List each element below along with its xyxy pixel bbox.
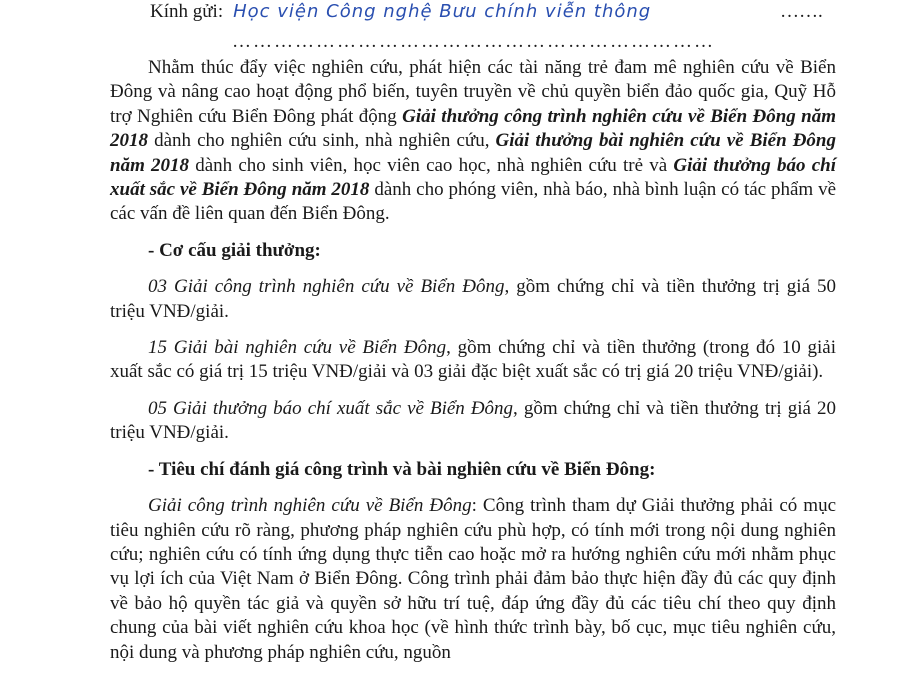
- intro-text-1: Nhằm thúc đẩy việc nghiên cứu, phát hiện các tài năng trẻ đam mê nghiên cứu về Biển Đông và nâng cao hoạt động phổ biến, tuyên truyền về chủ quyền biển đảo quốc gia, Quỹ Hỗ trợ Nghiên cứu Biển Đông phát động: [110, 57, 836, 127]
- document-body: [110, 56, 836, 675]
- award-name-journalism: Giải thưởng báo chí xuất sắc về Biển Đông năm 2018: [110, 154, 836, 201]
- criteria-item-1: [110, 494, 836, 665]
- intro-paragraph: [110, 56, 836, 227]
- structure-item-1-text: , gồm chứng chỉ và tiền thưởng trị giá 50 triệu VNĐ/giải.: [110, 276, 836, 322]
- addressee-line: [150, 0, 651, 24]
- structure-item-2-text: , gồm chứng chỉ và tiền thưởng (trong đó 10 giải xuất sắc có giá trị 15 triệu VNĐ/giải và 03 giải đặc biệt xuất sắc có trị giá 20 triệu VNĐ/giải).: [110, 337, 836, 383]
- criteria-item-1-text: : Công trình tham dự Giải thưởng phải có mục tiêu nghiên cứu rõ ràng, phương pháp nghiên cứu phù hợp, có tính mới trong nội dung nghiên cứu; nghiên cứu có tính ứng dụng thực tiễn cao hoặc mở ra hướng nghiên cứu mới nhằm phục vụ lợi ích của Việt Nam ở Biển Đông. Công trình phải đảm bảo thực hiện đầy đủ các quy định về bảo hộ quyền tác giả và quyền sở hữu trí tuệ, đáp ứng đầy đủ các tiêu chí theo quy định chung của bài viết nghiên cứu khoa học (về hình thức trình bày, bố cục, mục tiêu nghiên cứu, nội dung và phương pháp nghiên cứu, nguồn: [110, 495, 836, 663]
- dotted-line-1: …….: [780, 1, 823, 22]
- intro-text-2: dành cho nghiên cứu sinh, nhà nghiên cứu,: [148, 130, 496, 152]
- handwritten-recipient: Học viện Công nghệ Bưu chính viễn thông: [233, 1, 652, 22]
- intro-text-3: dành cho sinh viên, học viên cao học, nhà nghiên cứu trẻ và: [189, 154, 674, 176]
- structure-item-3-title: 05 Giải thưởng báo chí xuất sắc về Biển Đông: [148, 397, 514, 419]
- award-name-research-papers: Giải thưởng bài nghiên cứu về Biển Đông năm 2018: [110, 130, 837, 176]
- structure-item-3-text: , gồm chứng chỉ và tiền thưởng trị giá 20 triệu VNĐ/giải.: [110, 397, 836, 444]
- structure-item-1: [110, 275, 836, 324]
- structure-item-2-title: 15 Giải bài nghiên cứu về Biển Đông: [148, 337, 447, 359]
- intro-text-4: dành cho phóng viên, nhà báo, nhà bình luận có tác phẩm về các vấn đề liên quan đến Biển Đông.: [110, 179, 837, 225]
- section-heading-structure: - Cơ cấu giải thưởng:: [148, 239, 321, 261]
- dotted-line-2: ……………………………………………………………: [232, 31, 715, 52]
- structure-item-2: [110, 336, 836, 385]
- section-heading-criteria: - Tiêu chí đánh giá công trình và bài nghiên cứu về Biển Đông:: [148, 458, 656, 480]
- structure-item-1-title: 03 Giải công trình nghiên cứu về Biển Đông: [148, 276, 505, 298]
- criteria-item-1-title: Giải công trình nghiên cứu về Biển Đông: [148, 495, 472, 517]
- award-name-research-works: Giải thưởng công trình nghiên cứu về Biển Đông năm 2018: [110, 105, 836, 152]
- structure-item-3: [110, 397, 836, 446]
- salutation: Kính gửi:: [150, 1, 224, 22]
